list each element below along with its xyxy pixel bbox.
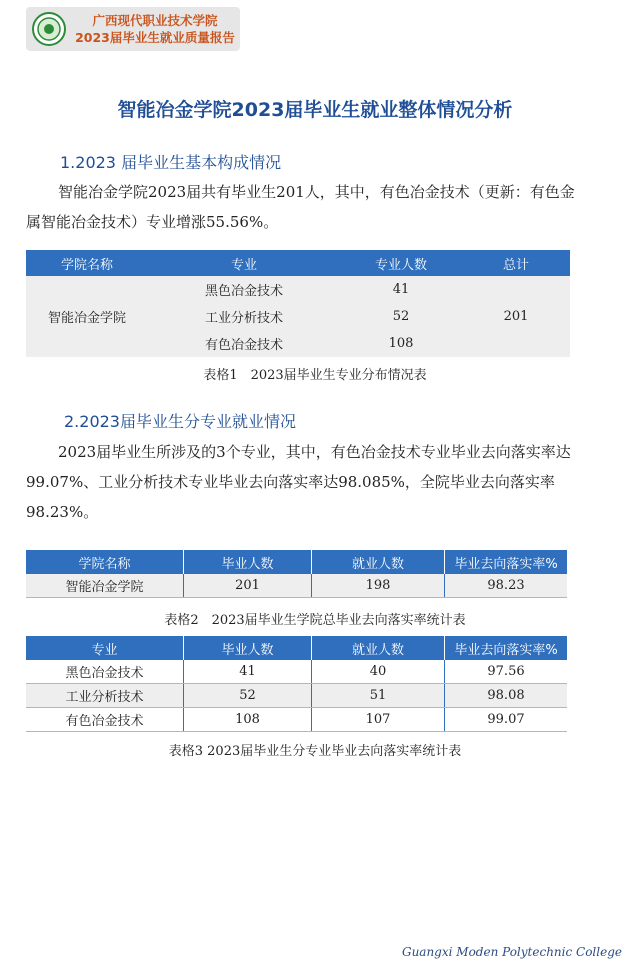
header-school-name: 广西现代职业技术学院 [92, 13, 218, 28]
table-row [26, 276, 570, 303]
college-cell: 智能冶金学院 [26, 574, 184, 598]
column-header: 毕业人数 [184, 636, 312, 660]
footer-college-name: Guangxi Moden Polytechnic College [401, 945, 622, 959]
employed-cell: 40 [312, 660, 445, 684]
column-header: 学院名称 [26, 250, 148, 276]
college-logo-icon [32, 12, 66, 46]
major-cell: 工业分析技术 [26, 684, 184, 708]
college-cell: 智能冶金学院 [26, 276, 148, 357]
table-row [26, 684, 567, 708]
major-placement-table [26, 636, 567, 732]
major-cell: 黑色冶金技术 [26, 660, 184, 684]
college-placement-table [26, 550, 567, 598]
column-header: 总计 [462, 250, 570, 276]
major-distribution-table [26, 250, 570, 357]
count-cell: 108 [340, 330, 462, 357]
rate-cell: 99.07 [445, 708, 568, 732]
employed-cell: 51 [312, 684, 445, 708]
column-header: 专业 [26, 636, 184, 660]
count-cell: 52 [340, 303, 462, 330]
employed-cell: 198 [312, 574, 445, 598]
table-header-row [26, 550, 567, 574]
graduates-cell: 201 [184, 574, 312, 598]
rate-cell: 97.56 [445, 660, 568, 684]
report-header-badge [26, 7, 240, 51]
employed-cell: 107 [312, 708, 445, 732]
table2-caption: 表格2 2023届毕业生学院总毕业去向落实率统计表 [164, 613, 466, 628]
rate-cell: 98.08 [445, 684, 568, 708]
table-row [26, 660, 567, 684]
rate-cell: 98.23 [445, 574, 568, 598]
table-row [26, 574, 567, 598]
count-cell: 41 [340, 276, 462, 303]
column-header: 就业人数 [312, 550, 445, 574]
header-report-name: 2023届毕业生就业质量报告 [75, 30, 235, 45]
graduates-cell: 108 [184, 708, 312, 732]
column-header: 就业人数 [312, 636, 445, 660]
table-header-row [26, 636, 567, 660]
table-header-row [26, 250, 570, 276]
table3-caption: 表格3 2023届毕业生分专业毕业去向落实率统计表 [168, 744, 462, 759]
column-header: 毕业去向落实率% [445, 550, 568, 574]
major-cell: 工业分析技术 [148, 303, 340, 330]
major-cell: 有色冶金技术 [26, 708, 184, 732]
major-cell: 有色冶金技术 [148, 330, 340, 357]
column-header: 毕业去向落实率% [445, 636, 568, 660]
page-title: 智能冶金学院2023届毕业生就业整体情况分析 [117, 99, 513, 121]
table1-caption: 表格1 2023届毕业生专业分布情况表 [203, 368, 427, 383]
major-cell: 黑色冶金技术 [148, 276, 340, 303]
graduates-cell: 52 [184, 684, 312, 708]
total-cell: 201 [462, 276, 570, 357]
column-header: 专业 [148, 250, 340, 276]
column-header: 毕业人数 [184, 550, 312, 574]
section1-heading: 1.2023 届毕业生基本构成情况 [60, 153, 282, 172]
section1-paragraph: 智能冶金学院2023届共有毕业生201人，其中，有色冶金技术（更新：有色金属智能冶金技术）专业增涨55.56%。 [26, 183, 575, 231]
section2-paragraph: 2023届毕业生所涉及的3个专业，其中，有色冶金技术专业毕业去向落实率达99.07%、工业分析技术专业毕业去向落实率达98.085%，全院毕业去向落实率98.23%。 [26, 443, 571, 521]
graduates-cell: 41 [184, 660, 312, 684]
column-header: 专业人数 [340, 250, 462, 276]
table-row [26, 708, 567, 732]
column-header: 学院名称 [26, 550, 184, 574]
section2-heading: 2.2023届毕业生分专业就业情况 [64, 412, 296, 431]
